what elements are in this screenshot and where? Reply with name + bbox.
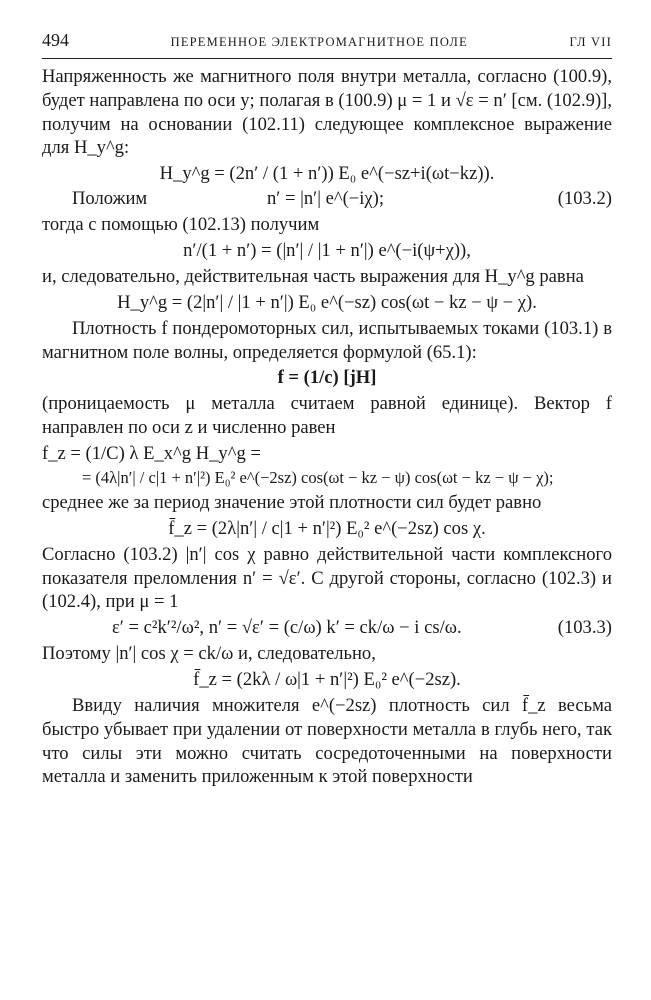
equation-8: ε′ = c²k′²/ω², n′ = √ε′ = (c/ω) k′ = ck/ω − i cs/ω. — [112, 617, 462, 639]
equation-5: f = (1/c) [jH] — [277, 367, 377, 389]
page-number: 494 — [42, 30, 69, 50]
equation-6a: f_z = (1/C) λ E_x^g H_y^g = — [42, 442, 261, 464]
paragraph-9: Поэтому |n′| cos χ = ck/ω и, следовательно, — [42, 643, 376, 665]
paragraph-5: Плотность f пондеромоторных сил, испытываемых токами (103.1) в магнитном поле волны, определяется формулой (65.1): — [42, 317, 612, 363]
equation-9: f̄_z = (2kλ / ω|1 + n′|²) E₀² e^(−2sz). — [193, 668, 461, 690]
equation-7: f̄_z = (2λ|n′| / c|1 + n′|²) E₀² e^(−2sz) cos χ. — [168, 517, 486, 539]
equation-6b: = (4λ|n′| / c|1 + n′|²) E₀² e^(−2sz) cos(ωt − kz − ψ) cos(ωt − kz − ψ − χ); — [82, 467, 554, 487]
equation-2-row — [42, 188, 612, 210]
paragraph-2-lead: Положим — [72, 188, 148, 210]
header-rule — [42, 58, 612, 59]
paragraph-3: тогда с помощью (102.13) получим — [42, 214, 320, 236]
equation-3: n′/(1 + n′) = (|n′| / |1 + n′|) e^(−i(ψ+χ)), — [183, 239, 471, 261]
running-title: ПЕРЕМЕННОЕ ЭЛЕКТРОМАГНИТНОЕ ПОЛЕ — [170, 35, 468, 49]
paragraph-4: и, следовательно, действительная часть выражения для H_y^g равна — [42, 265, 584, 287]
paragraph-6: (проницаемость μ металла считаем равной единице). Вектор f направлен по оси z и численно равен — [42, 393, 612, 439]
equation-number-103-3: (103.3) — [557, 617, 612, 639]
paragraph-10: Ввиду наличия множителя e^(−2sz) плотность сил f̄_z весьма быстро убывает при удалении от поверхности металла в глубь него, так что силы эти можно считать сосредоточенными на поверхности металла и заменить приложенным к этой поверхности — [42, 694, 612, 788]
equation-1: H_y^g = (2n′ / (1 + n′)) E₀ e^(−sz+i(ωt−kz)). — [159, 163, 495, 185]
page — [42, 30, 612, 789]
equation-2: n′ = |n′| e^(−iχ); — [267, 188, 385, 210]
equation-8-row — [42, 617, 612, 639]
equation-4: H_y^g = (2|n′| / |1 + n′|) E₀ e^(−sz) cos(ωt − kz − ψ − χ). — [117, 291, 537, 313]
chapter-label: ГЛ VII — [569, 35, 612, 49]
running-header — [42, 30, 612, 56]
paragraph-7: среднее же за период значение этой плотности сил будет равно — [42, 491, 542, 513]
paragraph-8: Согласно (103.2) |n′| cos χ равно действительной части комплексного показателя преломления n′ = √ε′. С другой стороны, согласно (102.3) и (102.4), при μ = 1 — [42, 543, 612, 613]
paragraph-1: Напряженность же магнитного поля внутри металла, согласно (100.9), будет направлена по оси y; полагая в (100.9) μ = 1 и √ε = n′ [см. (102.9)], получим на основании (102.11) следующее комплексное выражение для H_y^g: — [42, 66, 612, 159]
equation-number-103-2: (103.2) — [557, 188, 612, 210]
